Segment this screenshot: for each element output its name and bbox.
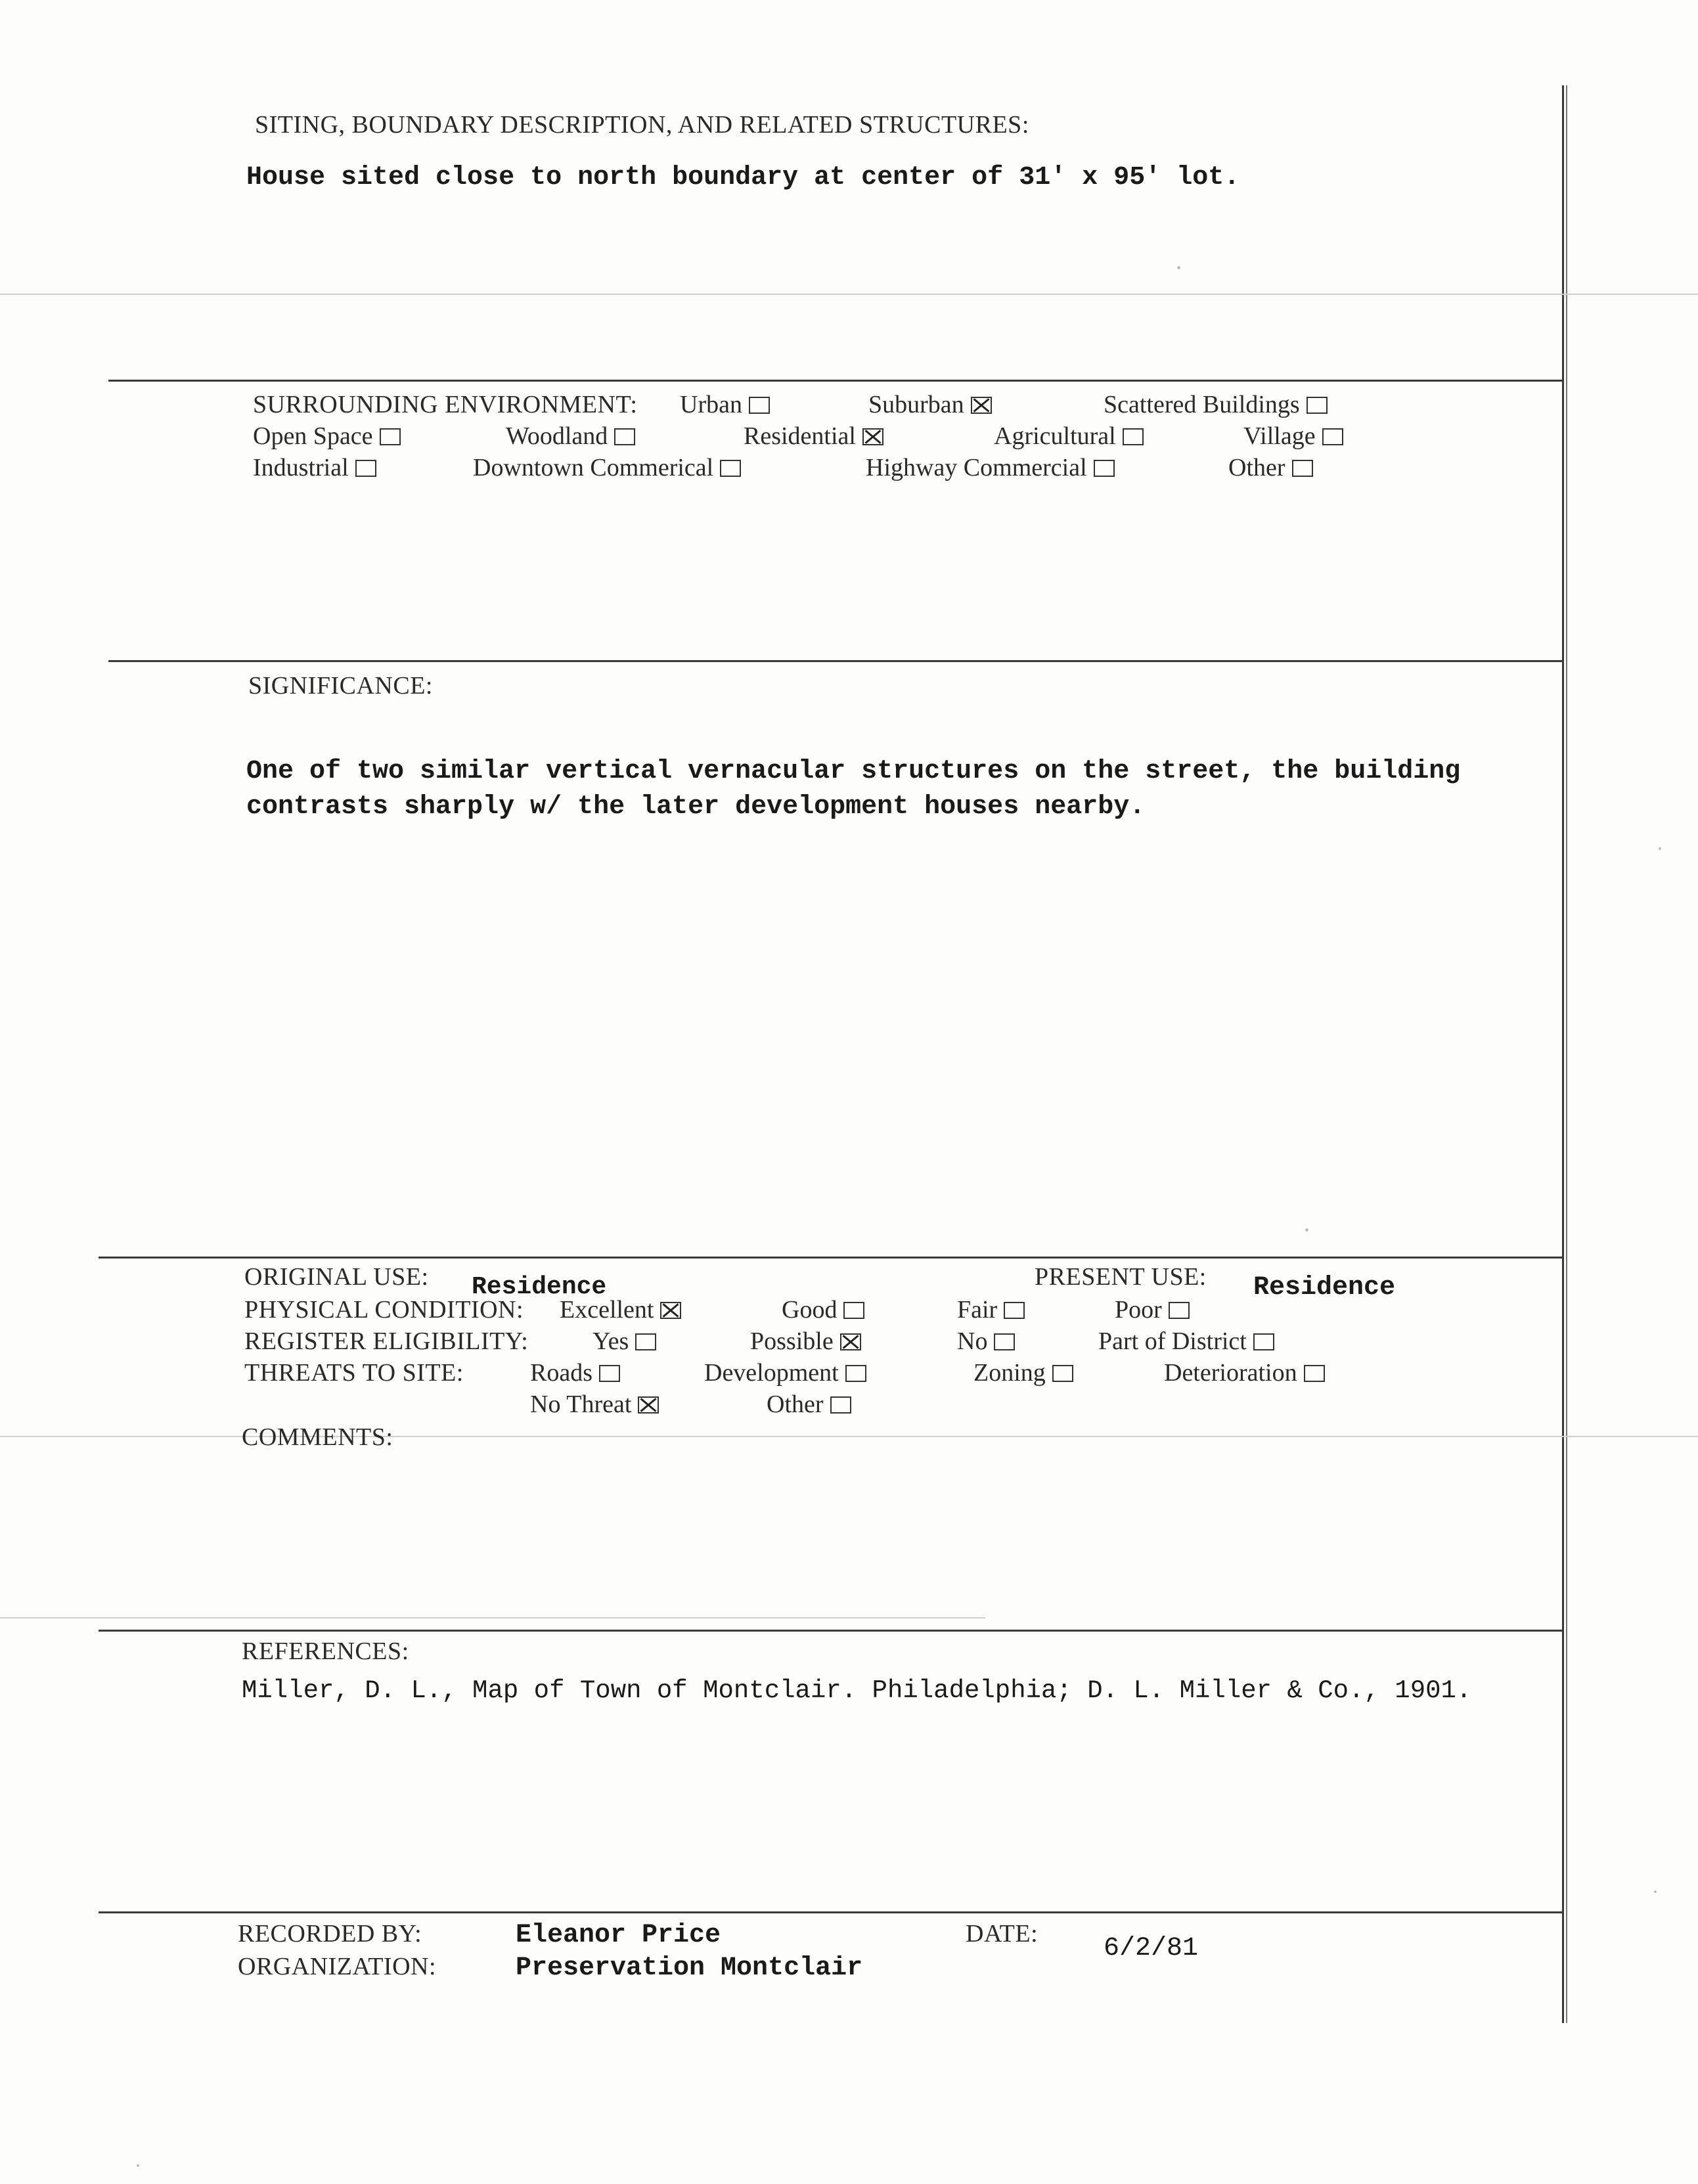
checkbox-checked[interactable] bbox=[971, 397, 992, 414]
siting-text: House sited close to north boundary at center of 31' x 95' lot. bbox=[246, 163, 1240, 192]
checkbox[interactable] bbox=[749, 397, 770, 414]
section-divider bbox=[99, 1257, 1563, 1259]
env-option-residential[interactable] bbox=[744, 422, 883, 451]
option-label: Good bbox=[782, 1296, 838, 1324]
checkbox[interactable] bbox=[845, 1365, 866, 1382]
threat-option-other[interactable] bbox=[767, 1390, 851, 1419]
threat-option-no-threat[interactable] bbox=[530, 1390, 659, 1419]
scan-speck bbox=[1659, 847, 1661, 850]
option-label: Residential bbox=[744, 422, 856, 450]
option-label: Scattered Buildings bbox=[1104, 391, 1300, 418]
checkbox[interactable] bbox=[635, 1333, 656, 1350]
references-label: REFERENCES: bbox=[242, 1638, 409, 1665]
env-option-industrial[interactable] bbox=[253, 453, 376, 482]
checkbox[interactable] bbox=[355, 460, 376, 477]
env-option-downtown-commercial[interactable] bbox=[473, 453, 741, 482]
siting-label: SITING, BOUNDARY DESCRIPTION, AND RELATED STRUCTURES: bbox=[255, 111, 1029, 139]
eligibility-option-yes[interactable] bbox=[592, 1327, 656, 1356]
scan-artifact bbox=[0, 294, 1698, 295]
organization-label: ORGANIZATION: bbox=[238, 1953, 437, 1980]
recorded-by-label: RECORDED BY: bbox=[238, 1920, 422, 1948]
eligibility-option-no[interactable] bbox=[957, 1327, 1015, 1356]
option-label: Industrial bbox=[253, 454, 349, 481]
option-label: Open Space bbox=[253, 422, 373, 450]
env-option-open-space[interactable] bbox=[253, 422, 401, 451]
checkbox[interactable] bbox=[380, 428, 401, 445]
threat-option-development[interactable] bbox=[704, 1358, 866, 1387]
option-label: Part of District bbox=[1098, 1327, 1247, 1355]
option-label: Excellent bbox=[560, 1296, 654, 1324]
option-label: Deterioration bbox=[1164, 1359, 1297, 1387]
scan-speck bbox=[1177, 266, 1180, 269]
threat-option-zoning[interactable] bbox=[973, 1358, 1073, 1387]
checkbox[interactable] bbox=[1169, 1302, 1190, 1319]
checkbox[interactable] bbox=[1094, 460, 1115, 477]
recorded-by-value: Eleanor Price bbox=[516, 1921, 721, 1950]
checkbox[interactable] bbox=[1123, 428, 1144, 445]
option-label: Development bbox=[704, 1359, 839, 1387]
checkbox-checked[interactable] bbox=[840, 1333, 861, 1350]
option-label: Roads bbox=[530, 1359, 592, 1387]
option-label: Suburban bbox=[868, 391, 964, 418]
checkbox[interactable] bbox=[599, 1365, 620, 1382]
section-divider bbox=[108, 380, 1563, 382]
threat-option-deterioration[interactable] bbox=[1164, 1358, 1325, 1387]
section-divider bbox=[108, 660, 1563, 662]
scan-speck bbox=[137, 2164, 139, 2167]
condition-option-poor[interactable] bbox=[1115, 1295, 1190, 1324]
checkbox[interactable] bbox=[830, 1396, 851, 1414]
option-label: Agricultural bbox=[994, 422, 1116, 450]
checkbox[interactable] bbox=[843, 1302, 864, 1319]
option-label: Poor bbox=[1115, 1296, 1162, 1324]
option-label: Yes bbox=[592, 1327, 629, 1355]
env-option-scattered-buildings[interactable] bbox=[1104, 390, 1328, 419]
option-label: No bbox=[957, 1327, 988, 1355]
references-text: Miller, D. L., Map of Town of Montclair. Philadelphia; D. L. Miller & Co., 1901. bbox=[242, 1676, 1472, 1705]
section-divider bbox=[99, 1630, 1563, 1632]
scan-artifact bbox=[0, 1617, 985, 1618]
option-label: Downtown Commerical bbox=[473, 454, 714, 481]
env-option-highway-commercial[interactable] bbox=[866, 453, 1115, 482]
env-option-agricultural[interactable] bbox=[994, 422, 1144, 451]
option-label: No Threat bbox=[530, 1391, 632, 1418]
condition-option-good[interactable] bbox=[782, 1295, 864, 1324]
significance-line-1: One of two similar vertical vernacular structures on the street, the building bbox=[246, 757, 1461, 786]
checkbox[interactable] bbox=[994, 1333, 1015, 1350]
env-option-urban[interactable] bbox=[680, 390, 770, 419]
original-use-label: ORIGINAL USE: bbox=[244, 1263, 429, 1291]
eligibility-option-possible[interactable] bbox=[750, 1327, 861, 1356]
scan-speck bbox=[1654, 1890, 1657, 1893]
eligibility-label: REGISTER ELIGIBILITY: bbox=[244, 1327, 529, 1355]
option-label: Zoning bbox=[973, 1359, 1046, 1387]
checkbox-checked[interactable] bbox=[862, 428, 883, 445]
significance-line-2: contrasts sharply w/ the later development houses nearby. bbox=[246, 792, 1146, 822]
present-use-value: Residence bbox=[1253, 1273, 1396, 1303]
checkbox-checked[interactable] bbox=[638, 1396, 659, 1414]
threats-label: THREATS TO SITE: bbox=[244, 1359, 464, 1387]
date-label: DATE: bbox=[966, 1920, 1039, 1948]
env-option-village[interactable] bbox=[1243, 422, 1343, 451]
checkbox[interactable] bbox=[720, 460, 741, 477]
checkbox[interactable] bbox=[1292, 460, 1313, 477]
original-use-value: Residence bbox=[472, 1273, 607, 1301]
threat-option-roads[interactable] bbox=[530, 1358, 620, 1387]
significance-label: SIGNIFICANCE: bbox=[248, 672, 433, 700]
checkbox[interactable] bbox=[1307, 397, 1328, 414]
condition-option-fair[interactable] bbox=[957, 1295, 1025, 1324]
checkbox[interactable] bbox=[1004, 1302, 1025, 1319]
date-value: 6/2/81 bbox=[1104, 1934, 1199, 1963]
env-option-woodland[interactable] bbox=[506, 422, 635, 451]
scan-speck bbox=[1305, 1228, 1308, 1232]
option-label: Village bbox=[1243, 422, 1316, 450]
option-label: Woodland bbox=[506, 422, 608, 450]
condition-option-excellent[interactable] bbox=[560, 1295, 681, 1324]
section-divider bbox=[99, 1911, 1563, 1913]
option-label: Other bbox=[1228, 454, 1285, 481]
right-border-inner bbox=[1566, 85, 1567, 2023]
checkbox[interactable] bbox=[614, 428, 635, 445]
right-border bbox=[1562, 85, 1564, 2023]
comments-label: COMMENTS: bbox=[242, 1423, 393, 1451]
option-label: Urban bbox=[680, 391, 742, 418]
condition-label: PHYSICAL CONDITION: bbox=[244, 1296, 524, 1324]
option-label: Highway Commercial bbox=[866, 454, 1087, 481]
checkbox[interactable] bbox=[1052, 1365, 1073, 1382]
checkbox[interactable] bbox=[1304, 1365, 1325, 1382]
option-label: Fair bbox=[957, 1296, 998, 1324]
organization-value: Preservation Montclair bbox=[516, 1953, 863, 1983]
environment-label: SURROUNDING ENVIRONMENT: bbox=[253, 391, 638, 418]
env-option-suburban[interactable] bbox=[868, 390, 992, 419]
eligibility-option-part-of-district[interactable] bbox=[1098, 1327, 1274, 1356]
checkbox[interactable] bbox=[1322, 428, 1343, 445]
present-use-label: PRESENT USE: bbox=[1035, 1263, 1207, 1291]
checkbox-checked[interactable] bbox=[660, 1302, 681, 1319]
option-label: Possible bbox=[750, 1327, 834, 1355]
checkbox[interactable] bbox=[1253, 1333, 1274, 1350]
env-option-other[interactable] bbox=[1228, 453, 1313, 482]
option-label: Other bbox=[767, 1391, 824, 1418]
